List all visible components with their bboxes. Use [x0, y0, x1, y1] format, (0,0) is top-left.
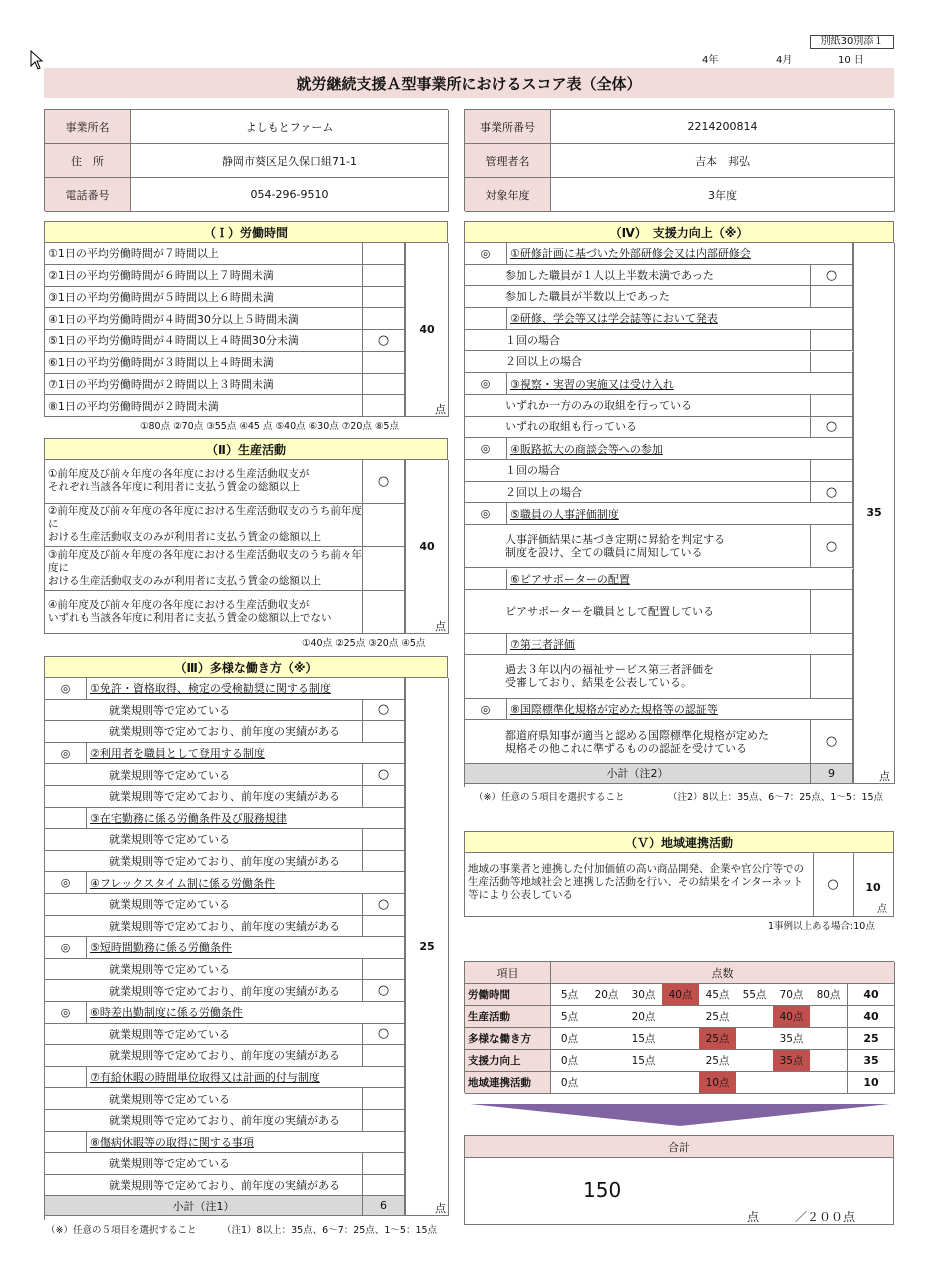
summary-score-cell [588, 1006, 625, 1028]
item-selected-mark: ◎ [465, 373, 507, 395]
workstyle-sub-option: 就業規則等で定めている [45, 1088, 363, 1110]
item-selected-mark: ◎ [45, 872, 87, 894]
selection-mark [363, 1175, 405, 1197]
selection-mark: ○ [363, 330, 405, 352]
summary-score-cell [662, 1006, 699, 1028]
summary-score-cell [810, 1028, 847, 1050]
workstyle-sub-option: 就業規則等で定めており、前年度の実績がある [45, 721, 363, 743]
item-selected-mark: ◎ [45, 937, 87, 959]
support-item-title: ⑧国際標準化規格が定めた規格等の認証等 [507, 699, 853, 721]
info-label: 管理者名 [465, 144, 551, 178]
section5-title: （Ｖ）地域連携活動 [464, 831, 894, 853]
section5-table [464, 853, 894, 917]
support-item-title: ①研修計画に基づいた外部研修会又は内部研修会 [507, 243, 853, 265]
summary-score-cell [736, 1006, 773, 1028]
section1-score: 40 [405, 243, 449, 417]
mouse-cursor-icon [30, 50, 44, 70]
selection-mark [363, 243, 405, 265]
score-unit: 点 [435, 620, 446, 633]
summary-score-cell: 20点 [588, 984, 625, 1006]
labor-hours-option: ②1日の平均労働時間が６時間以上７時間未満 [45, 265, 363, 287]
section2-score: 40 [405, 460, 449, 634]
down-arrow-icon [470, 1100, 890, 1128]
support-sub-option: 参加した職員が１人以上半数未満であった [465, 265, 811, 287]
selection-mark [363, 721, 405, 743]
summary-row-total: 40 [847, 984, 895, 1006]
total-max: ／２００点 [795, 1210, 856, 1224]
item-selected-mark: ◎ [45, 743, 87, 765]
support-sub-option: １回の場合 [465, 460, 811, 482]
summary-score-cell: 80点 [810, 984, 847, 1006]
summary-score-cell: 30点 [625, 984, 662, 1006]
section5-text: 地域の事業者と連携した付加価値の高い商品開発、企業や官公庁等での生産活動等地域社会と連携した活動を行い、その結果をインターネット等により公表している [468, 863, 804, 901]
summary-score-cell: 15点 [625, 1028, 662, 1050]
section3-title: （Ⅲ）多様な働き方（※） [44, 656, 448, 678]
summary-score-cell: 5点 [551, 984, 588, 1006]
selection-mark: ○ [363, 764, 405, 786]
support-sub-option: 参加した職員が半数以上であった [465, 286, 811, 308]
support-sub-option: 人事評価結果に基づき定期に昇給を判定する 制度を設け、全ての職員に周知している [465, 525, 811, 568]
summary-score-cell [662, 1028, 699, 1050]
summary-score-cell [625, 1072, 662, 1094]
info-value: 3年度 [551, 178, 895, 212]
selection-mark: ○ [363, 1024, 405, 1046]
selection-mark [363, 1110, 405, 1132]
selection-mark [363, 395, 405, 417]
summary-row-label: 多様な働き方 [465, 1028, 551, 1050]
summary-row-total: 35 [847, 1050, 895, 1072]
labor-hours-option: ⑤1日の平均労働時間が４時間以上４時間30分未満 [45, 330, 363, 352]
production-option: ②前年度及び前々年度の各年度における生産活動収支のうち前年度に おける生産活動収支のみが利用者に支払う賃金の総額以上 [45, 504, 363, 548]
section2-table [44, 460, 448, 634]
selection-mark [363, 265, 405, 287]
workstyle-item-title: ⑧傷病休暇等の取得に関する事項 [87, 1132, 405, 1154]
summary-score-cell: 45点 [699, 984, 736, 1006]
summary-score-cell: 25点 [699, 1028, 736, 1050]
selection-mark [811, 330, 853, 352]
support-item-title: ⑥ピアサポーターの配置 [507, 569, 853, 591]
info-value: 2214200814 [551, 110, 895, 144]
page-title: 就労継続支援Ａ型事業所におけるスコア表（全体） [44, 68, 894, 98]
date-day: 10 日 [838, 55, 864, 66]
selection-mark [811, 460, 853, 482]
workstyle-sub-option: 就業規則等で定めている [45, 700, 363, 722]
summary-score-cell [773, 1072, 810, 1094]
selection-mark [363, 1153, 405, 1175]
info-label: 対象年度 [465, 178, 551, 212]
workstyle-item-title: ④フレックスタイム制に係る労働条件 [87, 872, 405, 894]
selection-mark: ○ [811, 525, 853, 568]
section2-note: ①40点 ②25点 ③20点 ④5点 [302, 638, 426, 649]
info-label: 事業所番号 [465, 110, 551, 144]
summary-score-cell [810, 1072, 847, 1094]
summary-score-cell: 15点 [625, 1050, 662, 1072]
summary-score-cell: 40点 [662, 984, 699, 1006]
workstyle-sub-option: 就業規則等で定めており、前年度の実績がある [45, 786, 363, 808]
selection-mark [363, 504, 405, 548]
item-selected-mark [465, 308, 507, 330]
summary-score-cell [588, 1028, 625, 1050]
summary-score-cell [736, 1028, 773, 1050]
info-value: 吉本 邦弘 [551, 144, 895, 178]
workstyle-item-title: ③在宅勤務に係る労働条件及び服務規律 [87, 808, 405, 830]
workstyle-sub-option: 就業規則等で定めており、前年度の実績がある [45, 851, 363, 873]
selection-mark [363, 287, 405, 309]
summary-row-label: 生産活動 [465, 1006, 551, 1028]
date-month: 4月 [776, 55, 793, 66]
section2-title: （Ⅱ）生産活動 [44, 438, 448, 460]
attachment-label: 別紙30別添１ [810, 35, 894, 49]
support-sub-option: １回の場合 [465, 330, 811, 352]
info-label: 事業所名 [45, 110, 131, 144]
item-selected-mark [45, 1067, 87, 1089]
selection-mark: ○ [811, 417, 853, 439]
item-selected-mark: ◎ [465, 503, 507, 525]
workstyle-sub-option: 就業規則等で定めており、前年度の実績がある [45, 1175, 363, 1197]
selection-mark [363, 829, 405, 851]
section4-table [464, 243, 894, 787]
selection-mark: ○ [363, 460, 405, 504]
selection-mark [363, 308, 405, 330]
support-item-title: ⑤職員の人事評価制度 [507, 503, 853, 525]
section1-note: ①80点 ②70点 ③55点 ④45 点 ⑤40点 ⑥30点 ⑦20点 ⑧5点 [140, 421, 399, 432]
workstyle-sub-option: 就業規則等で定めている [45, 894, 363, 916]
selection-mark [811, 395, 853, 417]
item-selected-mark [465, 634, 507, 656]
summary-score-cell: 10点 [699, 1072, 736, 1094]
workstyle-item-title: ⑥時差出勤制度に係る労働条件 [87, 1002, 405, 1024]
selection-mark [811, 655, 853, 698]
section1-title: （Ｉ）労働時間 [44, 221, 448, 243]
selection-mark: ○ [363, 894, 405, 916]
summary-score-cell: 25点 [699, 1006, 736, 1028]
section1-table [44, 243, 448, 417]
section4-score: 35 [853, 243, 895, 784]
selection-mark: ○ [363, 700, 405, 722]
workstyle-sub-option: 就業規則等で定めている [45, 1024, 363, 1046]
labor-hours-option: ⑥1日の平均労働時間が３時間以上４時間未満 [45, 352, 363, 374]
workstyle-sub-option: 就業規則等で定めており、前年度の実績がある [45, 1110, 363, 1132]
section3-note-right: （注1）8以上：35点、6～7：25点、1～5：15点 [222, 1225, 438, 1236]
item-selected-mark [45, 808, 87, 830]
summary-score-cell: 70点 [773, 984, 810, 1006]
summary-score-cell [810, 1050, 847, 1072]
selection-mark [811, 590, 853, 633]
summary-row-total: 25 [847, 1028, 895, 1050]
section3-score: 25 [405, 678, 449, 1216]
item-selected-mark: ◎ [465, 243, 507, 265]
summary-score-cell: 0点 [551, 1050, 588, 1072]
total-value: 150 [583, 1178, 622, 1202]
support-sub-option: ピアサポーターを職員として配置している [465, 590, 811, 633]
production-option: ④前年度及び前々年度の各年度における生産活動収支が いずれも当該各年度に利用者に支払う賃金の総額以上でない [45, 591, 363, 635]
item-selected-mark [465, 569, 507, 591]
summary-row-total: 40 [847, 1006, 895, 1028]
summary-score-cell: 0点 [551, 1028, 588, 1050]
summary-score-cell: 25点 [699, 1050, 736, 1072]
subtotal-label: 小計（注1） [45, 1196, 363, 1216]
info-value: よしもとファーム [131, 110, 449, 144]
score-unit: 点 [435, 1202, 446, 1216]
section3-note-left: （※）任意の５項目を選択すること [46, 1225, 197, 1236]
selection-mark [811, 286, 853, 308]
total-unit: 点 [747, 1210, 760, 1224]
selection-mark [811, 352, 853, 374]
labor-hours-option: ⑧1日の平均労働時間が２時間未満 [45, 395, 363, 417]
info-value: 054-296-9510 [131, 178, 449, 212]
labor-hours-option: ④1日の平均労働時間が４時間30分以上５時間未満 [45, 308, 363, 330]
summary-score-cell [662, 1050, 699, 1072]
section5-unit: 点 [877, 904, 887, 915]
summary-score-cell [662, 1072, 699, 1094]
item-selected-mark: ◎ [45, 678, 87, 700]
facility-info-table [44, 109, 448, 211]
workstyle-item-title: ⑦有給休暇の時間単位取得又は計画的付与制度 [87, 1067, 405, 1089]
section5-mark: ○ [827, 877, 839, 892]
summary-score-cell: 40点 [773, 1006, 810, 1028]
summary-score-cell [588, 1072, 625, 1094]
summary-row-label: 支援力向上 [465, 1050, 551, 1072]
selection-mark: ○ [811, 265, 853, 287]
selection-mark [363, 591, 405, 635]
section3-table [44, 678, 448, 1220]
workstyle-item-title: ⑤短時間勤務に係る労働条件 [87, 937, 405, 959]
selection-mark: ○ [811, 482, 853, 504]
date-year: 4年 [702, 55, 719, 66]
labor-hours-option: ③1日の平均労働時間が５時間以上６時間未満 [45, 287, 363, 309]
support-item-title: ③視察・実習の実施又は受け入れ [507, 373, 853, 395]
summary-score-cell [588, 1050, 625, 1072]
summary-row-total: 10 [847, 1072, 895, 1094]
support-item-title: ⑦第三者評価 [507, 634, 853, 656]
item-selected-mark: ◎ [45, 1002, 87, 1024]
subtotal-value: 6 [363, 1196, 405, 1216]
workstyle-sub-option: 就業規則等で定めている [45, 829, 363, 851]
summary-row-label: 地域連携活動 [465, 1072, 551, 1094]
section5-score: 10 [865, 881, 881, 894]
score-unit: 点 [879, 769, 890, 783]
production-option: ①前年度及び前々年度の各年度における生産活動収支が それぞれ当該各年度に利用者に支払う賃金の総額以上 [45, 460, 363, 504]
summary-row-label: 労働時間 [465, 984, 551, 1006]
selection-mark [363, 959, 405, 981]
summary-score-cell [736, 1050, 773, 1072]
summary-score-cell: 35点 [773, 1050, 810, 1072]
selection-mark [363, 851, 405, 873]
total-box [464, 1135, 894, 1225]
item-selected-mark [45, 1132, 87, 1154]
selection-mark [363, 1045, 405, 1067]
total-label: 合計 [465, 1136, 893, 1158]
workstyle-sub-option: 就業規則等で定めており、前年度の実績がある [45, 980, 363, 1002]
item-selected-mark: ◎ [465, 438, 507, 460]
support-sub-option: いずれか一方のみの取組を行っている [465, 395, 811, 417]
support-sub-option: 都道府県知事が適当と認める国際標準化規格が定めた 規格その他これに準ずるものの認証を受けている [465, 720, 811, 763]
workstyle-item-title: ②利用者を職員として登用する制度 [87, 743, 405, 765]
info-label: 住 所 [45, 144, 131, 178]
selection-mark: ○ [811, 720, 853, 763]
workstyle-sub-option: 就業規則等で定めており、前年度の実績がある [45, 1045, 363, 1067]
selection-mark [363, 547, 405, 591]
support-sub-option: いずれの取組も行っている [465, 417, 811, 439]
selection-mark [363, 352, 405, 374]
info-label: 電話番号 [45, 178, 131, 212]
score-unit: 点 [435, 403, 446, 416]
workstyle-sub-option: 就業規則等で定めている [45, 1153, 363, 1175]
summary-score-cell: 0点 [551, 1072, 588, 1094]
selection-mark [363, 1088, 405, 1110]
facility-id-table [464, 109, 894, 211]
summary-score-cell: 20点 [625, 1006, 662, 1028]
selection-mark: ○ [363, 980, 405, 1002]
item-selected-mark: ◎ [465, 699, 507, 721]
summary-header-score: 点数 [551, 962, 895, 984]
section4-note-left: （※）任意の５項目を選択すること [474, 792, 625, 803]
summary-score-cell: 55点 [736, 984, 773, 1006]
support-item-title: ④販路拡大の商談会等への参加 [507, 438, 853, 460]
section5-note: 1事例以上ある場合:10点 [768, 921, 875, 932]
support-item-title: ②研修、学会等又は学会誌等において発表 [507, 308, 853, 330]
selection-mark [363, 374, 405, 396]
info-value: 静岡市葵区足久保口組71-1 [131, 144, 449, 178]
subtotal-value: 9 [811, 764, 853, 784]
support-sub-option: ２回以上の場合 [465, 352, 811, 374]
subtotal-label: 小計（注2） [465, 764, 811, 784]
production-option: ③前年度及び前々年度の各年度における生産活動収支のうち前々年度に おける生産活動収支のみが利用者に支払う賃金の総額以上 [45, 547, 363, 591]
summary-header-item: 項目 [465, 962, 551, 984]
workstyle-item-title: ①免許・資格取得、検定の受検勧奨に関する制度 [87, 678, 405, 700]
labor-hours-option: ⑦1日の平均労働時間が２時間以上３時間未満 [45, 374, 363, 396]
section4-title: （Ⅳ） 支援力向上（※） [464, 221, 894, 243]
section4-note-right: （注2）8以上：35点、6～7：25点、1～5：15点 [668, 792, 884, 803]
summary-score-cell: 5点 [551, 1006, 588, 1028]
support-sub-option: 過去３年以内の福祉サービス第三者評価を 受審しており、結果を公表している。 [465, 655, 811, 698]
support-sub-option: ２回以上の場合 [465, 482, 811, 504]
selection-mark [363, 786, 405, 808]
summary-score-cell [736, 1072, 773, 1094]
workstyle-sub-option: 就業規則等で定めている [45, 764, 363, 786]
selection-mark [363, 916, 405, 938]
workstyle-sub-option: 就業規則等で定めており、前年度の実績がある [45, 916, 363, 938]
workstyle-sub-option: 就業規則等で定めている [45, 959, 363, 981]
summary-score-cell [810, 1006, 847, 1028]
labor-hours-option: ①1日の平均労働時間が７時間以上 [45, 243, 363, 265]
score-summary-table [464, 961, 894, 1093]
summary-score-cell: 35点 [773, 1028, 810, 1050]
